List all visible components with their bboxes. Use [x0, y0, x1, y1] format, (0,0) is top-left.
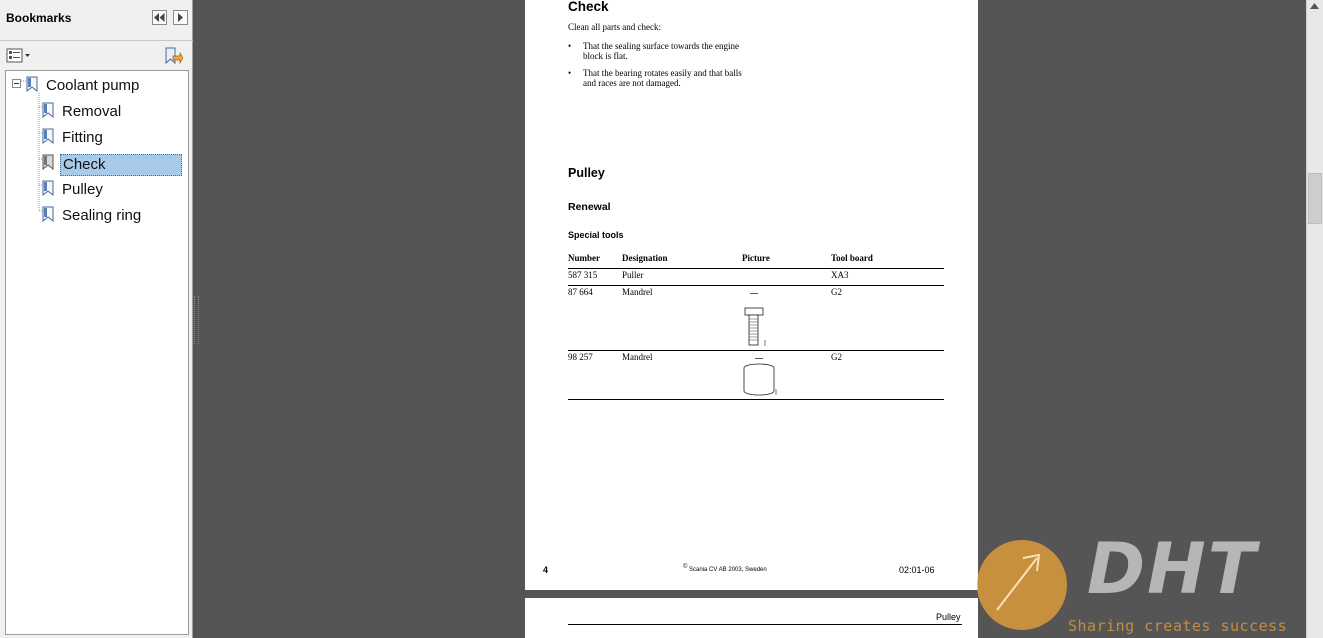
table-cell-designation: Mandrel: [622, 352, 653, 362]
check-intro: Clean all parts and check:: [568, 22, 661, 32]
bullet-text: and races are not damaged.: [583, 78, 681, 88]
table-cell-number: 87 664: [568, 287, 593, 297]
scrollbar-thumb[interactable]: [1308, 173, 1322, 224]
list-options-icon: [6, 48, 32, 64]
footer-copyright: Scania CV AB 2003, Sweden: [689, 567, 767, 573]
bookmark-label: Pulley: [62, 181, 103, 198]
table-rule: [568, 268, 944, 269]
table-rule: [568, 350, 944, 351]
bookmark-label: Fitting: [62, 129, 103, 146]
bookmark-check[interactable]: [6, 152, 188, 174]
watermark-slogan: Sharing creates success: [1068, 617, 1288, 635]
bookmark-coolant-pump[interactable]: [6, 74, 188, 96]
pulley-heading: Pulley: [568, 166, 605, 180]
bullet-text: block is flat.: [583, 51, 628, 61]
table-cell-designation: Mandrel: [622, 287, 653, 297]
renewal-heading: Renewal: [568, 201, 611, 213]
panel-splitter[interactable]: [194, 296, 199, 344]
header-rule: [568, 624, 962, 625]
table-header-tool-board: Tool board: [831, 253, 873, 263]
bookmark-icon: [42, 180, 54, 196]
table-cell-designation: Puller: [622, 270, 644, 280]
bookmark-icon: [26, 76, 38, 92]
footer-copyright-symbol: ©: [683, 564, 688, 570]
bullet-text: That the sealing surface towards the engine: [583, 41, 739, 51]
double-chevron-left-icon: [154, 13, 165, 22]
table-header-picture: Picture: [742, 253, 770, 263]
special-tools-heading: Special tools: [568, 230, 624, 240]
new-bookmark-button[interactable]: [163, 46, 183, 66]
mandrel-cylinder-drawing: [741, 356, 781, 398]
bookmark-label: Coolant pump: [46, 77, 140, 94]
table-cell-number: 98 257: [568, 352, 593, 362]
expand-panel-button[interactable]: [173, 10, 188, 25]
check-heading: Check: [568, 0, 609, 14]
bookmark-icon: [42, 128, 54, 144]
bookmarks-tree: [5, 70, 189, 635]
footer-doc-code: 02:01-06: [899, 565, 935, 575]
bookmark-label: Sealing ring: [62, 207, 142, 224]
table-cell-number: 587 315: [568, 270, 598, 280]
chevron-right-icon: [175, 13, 186, 22]
bookmark-label: Check: [60, 154, 182, 176]
bullet-marker: •: [568, 41, 572, 51]
arrow-up-icon[interactable]: [1310, 3, 1319, 9]
mandrel-bolt-drawing: [740, 291, 770, 349]
bullet-marker: •: [568, 68, 572, 78]
new-bookmark-icon: [163, 46, 183, 66]
bookmark-pulley[interactable]: [6, 178, 188, 200]
bookmarks-title: Bookmarks: [6, 11, 72, 25]
table-rule: [568, 399, 944, 400]
table-cell-tool-board: XA3: [831, 270, 849, 280]
bookmark-icon: [42, 154, 54, 170]
bullet-text: That the bearing rotates easily and that balls: [583, 68, 742, 78]
collapse-panel-button[interactable]: [152, 10, 167, 25]
bookmarks-panel: [0, 0, 193, 638]
watermark: [975, 528, 1323, 638]
bookmark-icon: [42, 102, 54, 118]
table-cell-tool-board: G2: [831, 287, 842, 297]
bookmarks-header: [0, 0, 193, 38]
bookmark-fitting[interactable]: [6, 126, 188, 148]
table-rule: [568, 285, 944, 286]
table-cell-tool-board: G2: [831, 352, 842, 362]
footer-page-number: 4: [543, 565, 549, 575]
bookmarks-toolbar: [0, 40, 193, 69]
table-header-number: Number: [568, 253, 600, 263]
options-menu-button[interactable]: [6, 48, 32, 64]
document-page-next: [525, 598, 978, 638]
running-header: Pulley: [936, 612, 961, 622]
collapse-toggle[interactable]: [12, 79, 21, 88]
bookmark-sealing-ring[interactable]: [6, 204, 188, 226]
document-page: [525, 0, 978, 590]
arrow-circle-logo-icon: [975, 538, 1070, 633]
bookmark-label: Removal: [62, 103, 122, 120]
watermark-brand: DHT: [1087, 528, 1258, 610]
bookmark-removal[interactable]: [6, 100, 188, 122]
bookmark-icon: [42, 206, 54, 222]
table-header-designation: Designation: [622, 253, 668, 263]
